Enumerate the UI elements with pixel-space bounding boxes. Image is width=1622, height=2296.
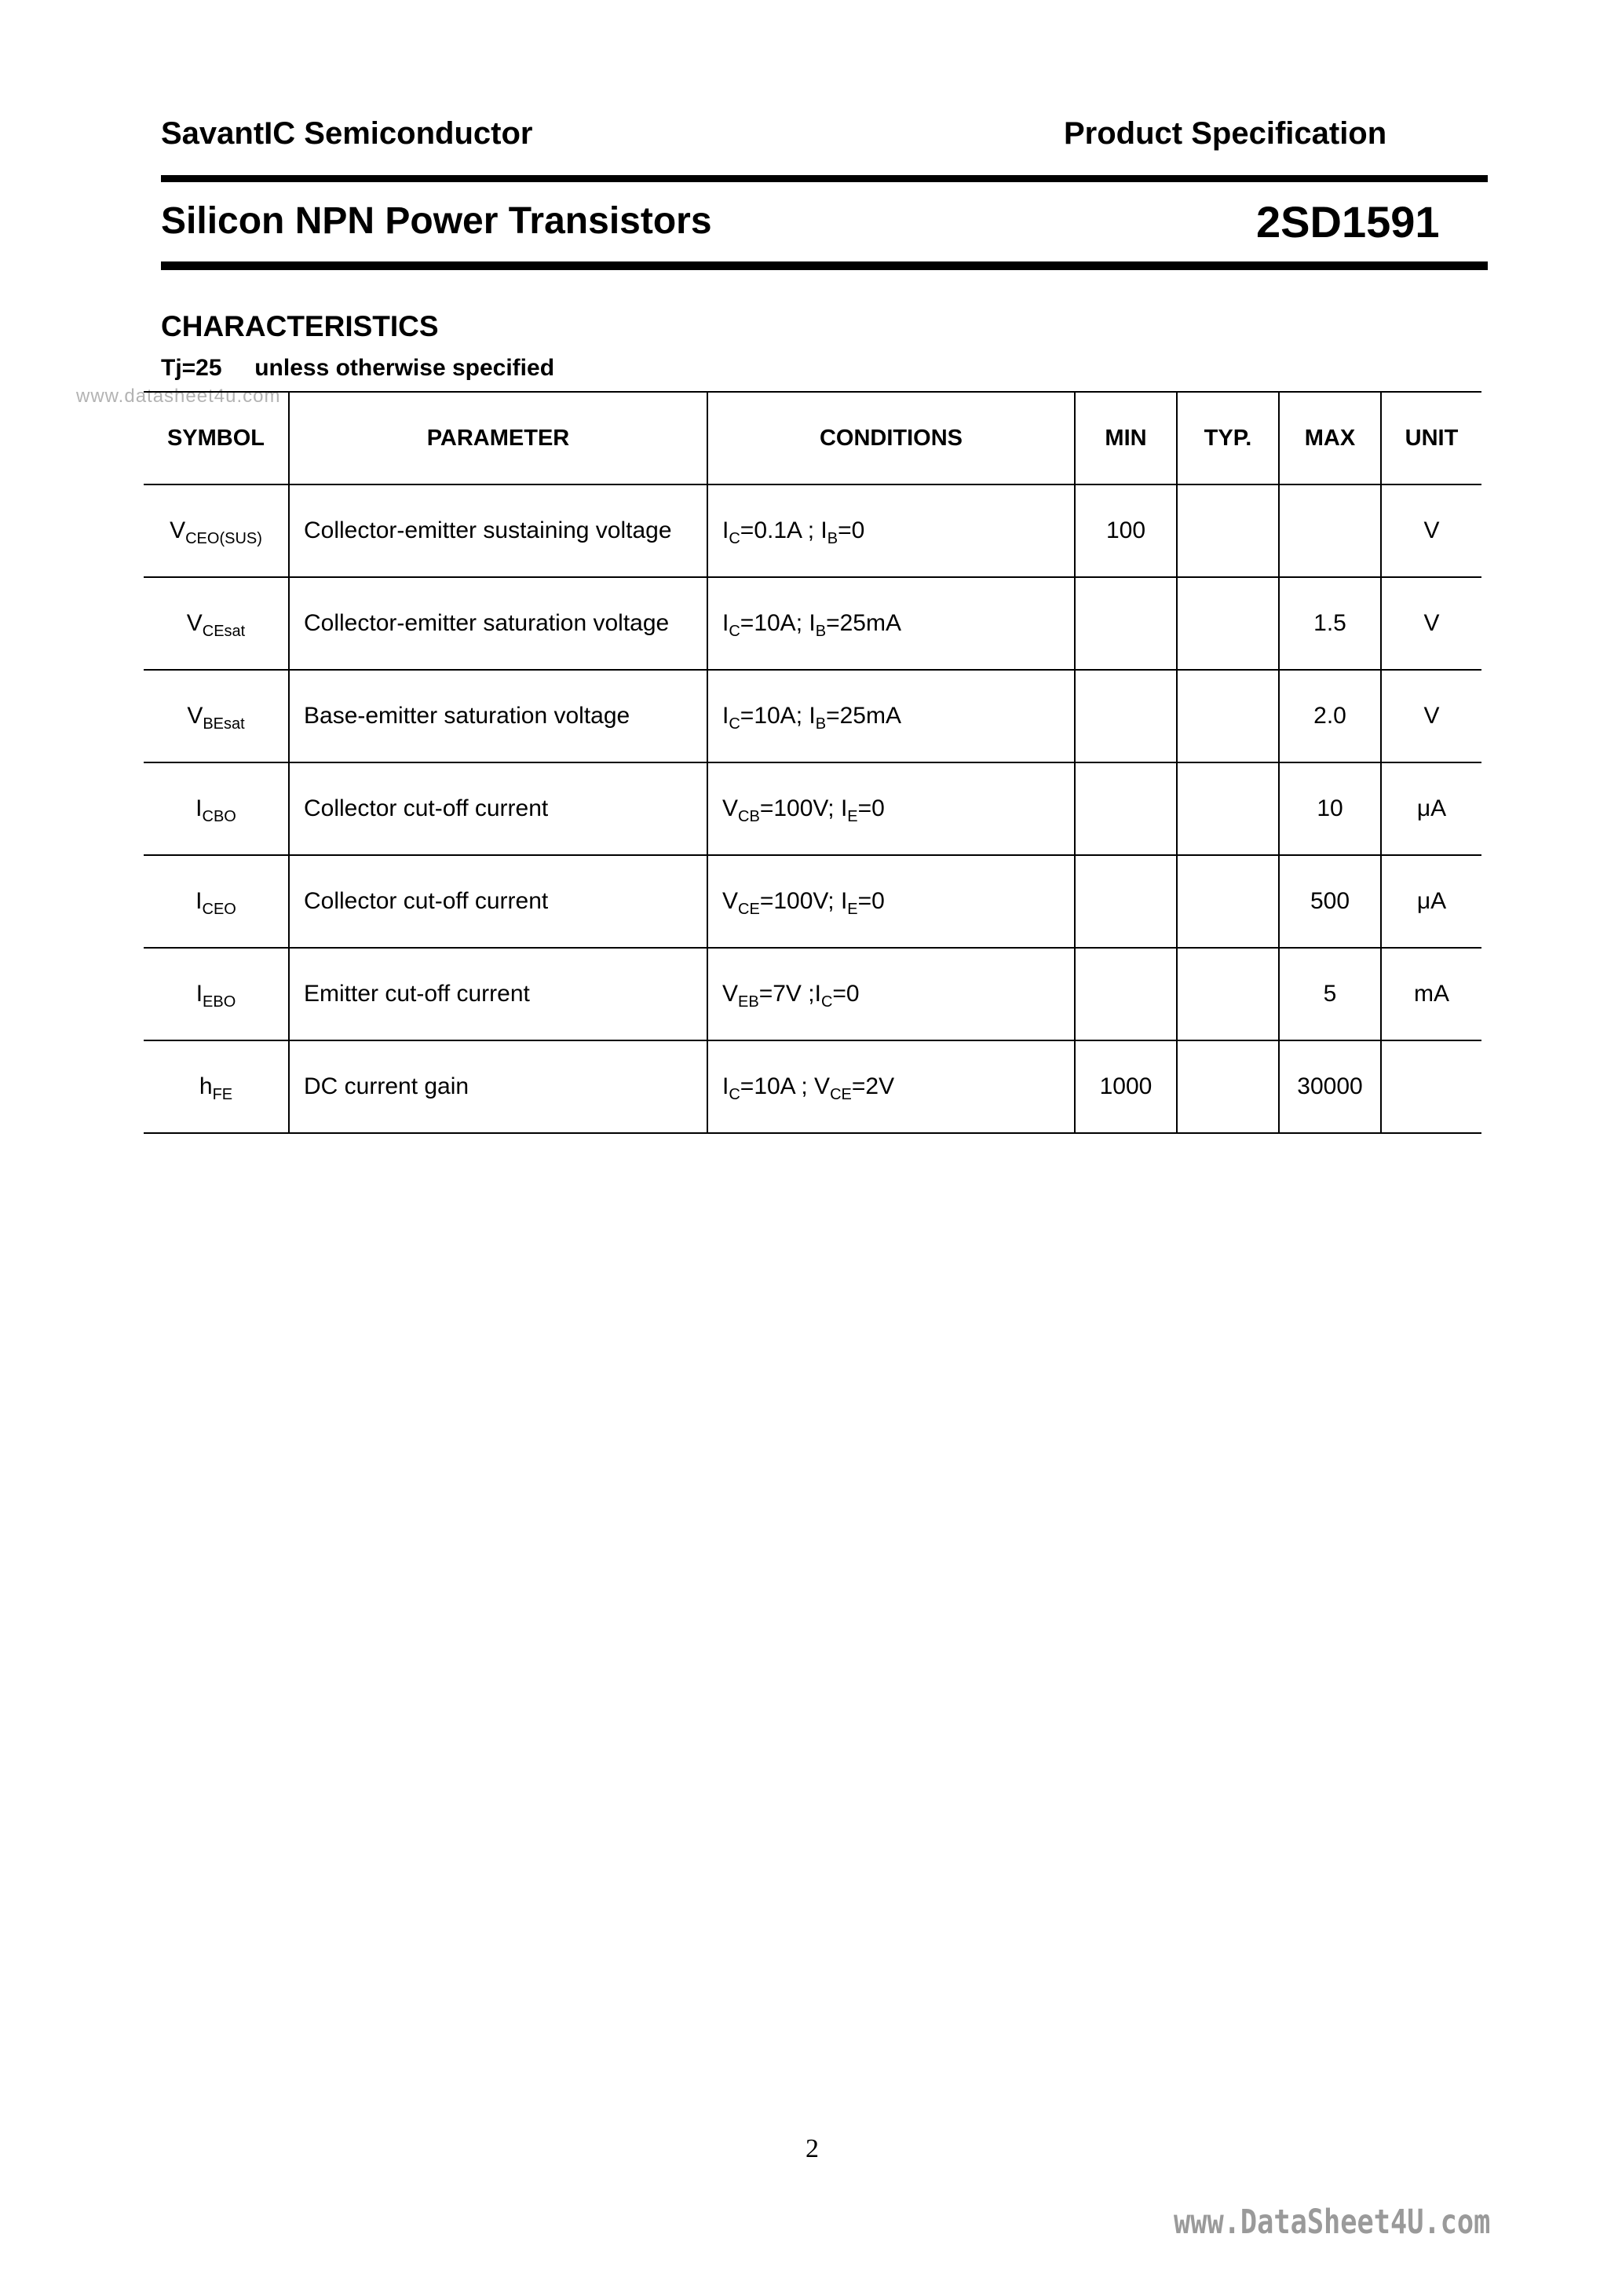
condition-subscript: CB xyxy=(738,808,760,825)
parameter-cell: Emitter cut-off current xyxy=(289,948,707,1040)
symbol-subscript: EBO xyxy=(203,993,236,1011)
condition-var: I xyxy=(840,888,848,914)
min-cell xyxy=(1075,577,1177,670)
condition-var: I xyxy=(809,610,816,636)
conditions-cell xyxy=(707,577,1075,670)
condition-var: I xyxy=(722,517,729,543)
header-rule-top xyxy=(161,175,1488,182)
parameter-cell: DC current gain xyxy=(289,1040,707,1133)
table-row xyxy=(144,670,1481,762)
part-number: 2SD1591 xyxy=(1256,197,1440,247)
condition-var: I xyxy=(722,703,729,729)
document-title: Silicon NPN Power Transistors xyxy=(161,200,712,242)
condition-text: =0 xyxy=(838,517,865,543)
table-row xyxy=(144,948,1481,1040)
document-type: Product Specification xyxy=(1064,116,1387,151)
condition-text: =100V; xyxy=(759,795,841,821)
condition-var: V xyxy=(722,981,739,1007)
condition-text: =0.1A ; xyxy=(740,517,821,543)
conditions-cell xyxy=(707,670,1075,762)
condition-subscript: C xyxy=(729,1086,740,1103)
condition-var: V xyxy=(722,795,739,821)
header-rule-bottom xyxy=(161,261,1488,270)
symbol-subscript: CEO xyxy=(202,901,236,918)
min-cell xyxy=(1075,762,1177,855)
conditions-cell xyxy=(707,1040,1075,1133)
symbol-subscript: CEO(SUS) xyxy=(185,530,262,547)
condition-text: =0 xyxy=(857,888,885,914)
min-cell xyxy=(1075,948,1177,1040)
condition-text: =25mA xyxy=(826,703,901,729)
symbol-main: I xyxy=(195,981,203,1007)
max-cell: 10 xyxy=(1279,762,1381,855)
test-condition-note: Tj=25 unless otherwise specified xyxy=(161,355,555,381)
col-header-parameter: PARAMETER xyxy=(289,392,707,484)
table-row xyxy=(144,484,1481,577)
condition-var: I xyxy=(820,517,827,543)
condition-text: =2V xyxy=(851,1073,895,1099)
symbol-cell xyxy=(144,762,289,855)
typ-cell xyxy=(1177,577,1279,670)
unit-cell: μA xyxy=(1381,762,1481,855)
unit-cell: V xyxy=(1381,670,1481,762)
conditions-cell xyxy=(707,948,1075,1040)
symbol-main: V xyxy=(186,610,203,636)
typ-cell xyxy=(1177,762,1279,855)
condition-subscript: EB xyxy=(738,993,759,1011)
col-header-conditions: CONDITIONS xyxy=(707,392,1075,484)
unit-cell: V xyxy=(1381,484,1481,577)
condition-text: =7V ; xyxy=(758,981,815,1007)
symbol-subscript: FE xyxy=(212,1086,233,1103)
max-cell xyxy=(1279,484,1381,577)
col-header-max: MAX xyxy=(1279,392,1381,484)
col-header-typ: TYP. xyxy=(1177,392,1279,484)
condition-subscript: B xyxy=(815,623,827,640)
table-header-row xyxy=(144,392,1481,484)
condition-subscript: E xyxy=(847,808,858,825)
parameter-cell: Collector-emitter saturation voltage xyxy=(289,577,707,670)
symbol-main: V xyxy=(170,517,186,543)
table-row xyxy=(144,1040,1481,1133)
condition-subscript: C xyxy=(820,993,833,1011)
table-row xyxy=(144,855,1481,948)
min-cell: 1000 xyxy=(1075,1040,1177,1133)
company-name: SavantIC Semiconductor xyxy=(161,116,533,151)
parameter-cell: Collector cut-off current xyxy=(289,762,707,855)
table-row xyxy=(144,577,1481,670)
condition-text: =100V; xyxy=(759,888,841,914)
watermark-bottom: www.DataSheet4U.com xyxy=(1174,2203,1491,2242)
max-cell: 30000 xyxy=(1279,1040,1381,1133)
symbol-cell xyxy=(144,1040,289,1133)
condition-var: I xyxy=(722,1073,729,1099)
condition-var: I xyxy=(809,703,816,729)
symbol-cell xyxy=(144,948,289,1040)
symbol-cell xyxy=(144,670,289,762)
parameter-cell: Base-emitter saturation voltage xyxy=(289,670,707,762)
condition-text: =25mA xyxy=(826,610,901,636)
page-number: 2 xyxy=(806,2134,819,2163)
table-row xyxy=(144,762,1481,855)
symbol-cell xyxy=(144,484,289,577)
max-cell: 2.0 xyxy=(1279,670,1381,762)
condition-var: I xyxy=(722,610,729,636)
condition-subscript: C xyxy=(729,715,740,733)
typ-cell xyxy=(1177,484,1279,577)
condition-text: =10A; xyxy=(740,703,809,729)
condition-var: V xyxy=(722,888,739,914)
symbol-main: h xyxy=(199,1073,213,1099)
condition-text: =10A ; xyxy=(740,1073,815,1099)
symbol-cell xyxy=(144,855,289,948)
unit-cell xyxy=(1381,1040,1481,1133)
parameter-cell: Collector cut-off current xyxy=(289,855,707,948)
condition-var: I xyxy=(840,795,848,821)
condition-subscript: B xyxy=(827,530,838,547)
col-header-min: MIN xyxy=(1075,392,1177,484)
watermark-top: www.datasheet4u.com xyxy=(76,386,281,407)
symbol-subscript: CEsat xyxy=(202,623,246,640)
conditions-cell xyxy=(707,484,1075,577)
condition-subscript: E xyxy=(847,901,858,918)
condition-subscript: C xyxy=(729,530,740,547)
symbol-subscript: CBO xyxy=(202,808,236,825)
condition-subscript: C xyxy=(729,623,740,640)
min-cell xyxy=(1075,670,1177,762)
conditions-cell xyxy=(707,855,1075,948)
section-heading: CHARACTERISTICS xyxy=(161,310,439,342)
characteristics-table xyxy=(144,391,1481,1134)
typ-cell xyxy=(1177,1040,1279,1133)
condition-subscript: CE xyxy=(830,1086,852,1103)
condition-text: =0 xyxy=(857,795,885,821)
condition-subscript: CE xyxy=(738,901,760,918)
condition-subscript: B xyxy=(815,715,827,733)
max-cell: 5 xyxy=(1279,948,1381,1040)
min-cell: 100 xyxy=(1075,484,1177,577)
min-cell xyxy=(1075,855,1177,948)
condition-var: V xyxy=(814,1073,831,1099)
typ-cell xyxy=(1177,948,1279,1040)
condition-text: =0 xyxy=(832,981,860,1007)
condition-text: =10A; xyxy=(740,610,809,636)
symbol-main: I xyxy=(195,888,203,914)
unit-cell: mA xyxy=(1381,948,1481,1040)
max-cell: 1.5 xyxy=(1279,577,1381,670)
condition-var: I xyxy=(814,981,821,1007)
symbol-main: I xyxy=(195,795,203,821)
unit-cell: μA xyxy=(1381,855,1481,948)
col-header-symbol: SYMBOL xyxy=(144,392,289,484)
parameter-cell: Collector-emitter sustaining voltage xyxy=(289,484,707,577)
typ-cell xyxy=(1177,670,1279,762)
symbol-cell xyxy=(144,577,289,670)
symbol-subscript: BEsat xyxy=(203,715,245,733)
typ-cell xyxy=(1177,855,1279,948)
symbol-main: V xyxy=(187,703,203,729)
unit-cell: V xyxy=(1381,577,1481,670)
max-cell: 500 xyxy=(1279,855,1381,948)
col-header-unit: UNIT xyxy=(1381,392,1481,484)
conditions-cell xyxy=(707,762,1075,855)
